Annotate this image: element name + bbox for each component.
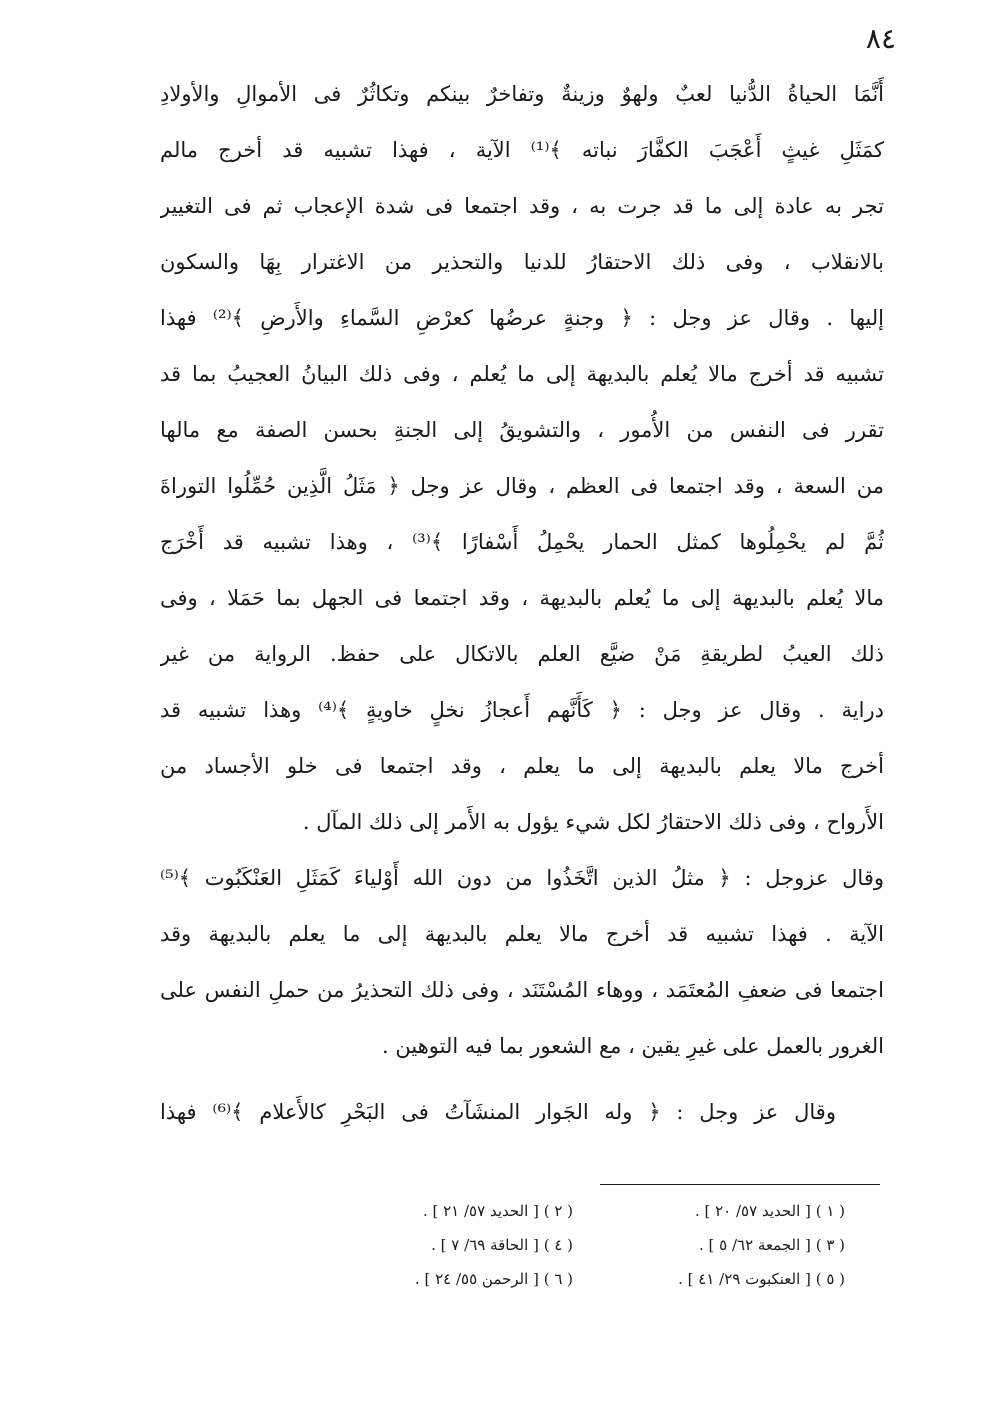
text-line: من السعة ، وقد اجتمعا فى العظم ، وقال عز وجل ﴿ مَثَلُ الَّذِين حُمِّلُوا التوراةَ (160, 474, 884, 498)
footnote-number: ( ٥ ) (815, 1270, 845, 1288)
footnote-reference: [ العنكبوت ٢٩/ ٤١ ] . (678, 1270, 811, 1288)
footnote (301, 1194, 573, 1228)
footnote-row (300, 1194, 845, 1228)
text-line: بالانقلاب ، وفى ذلك الاحتقارُ للدنيا والتحذير من الاغترار بِهَا والسكون (160, 250, 884, 274)
text-line: إليها . وقال عز وجل : ﴿ وجنةٍ عرضُها كعرْضِ السَّماءِ والأَرضِ ﴾⁽²⁾ فهذا (160, 306, 884, 330)
footnote-number: ( ١ ) (815, 1202, 845, 1220)
footnote (573, 1228, 845, 1262)
text-line: كمَثَلِ غيثٍ أَعْجَبَ الكفَّارَ نباته ﴾⁽¹⁾ الآية ، فهذا تشبيه قد أخرج مالم (160, 138, 884, 162)
text-line: الآية . فهذا تشبيه قد أخرج مالا يعلم بالبديهة إلى ما يعلم بالبديهة وقد (160, 922, 884, 946)
text-line: أخرج مالا يعلم بالبديهة إلى ما يعلم ، وقد اجتمعا فى خلو الأجساد من (160, 754, 884, 778)
footnote-reference: [ الحديد ٥٧/ ٢٠ ] . (694, 1202, 811, 1220)
text-line: الغرور بالعمل على غيرِ يقين ، مع الشعور بما فيه التوهين . (382, 1034, 884, 1058)
footnote-number: ( ٢ ) (543, 1202, 573, 1220)
text-line: تشبيه قد أخرج مالا يُعلم بالبديهة إلى ما يُعلم ، وفى ذلك البيانُ العجيبُ بما قد (160, 362, 884, 386)
text-line: دراية . وقال عز وجل : ﴿ كَأَنَّهم أَعجازُ نخلٍ خاويةٍ ﴾⁽⁴⁾ وهذا تشبيه قد (160, 698, 884, 722)
text-line: تقرر فى النفس من الأُمور ، والتشويقُ إلى الجنةِ بحسن الصفة مع مالها (160, 418, 884, 442)
text-line: وقال عز وجل : ﴿ وله الجَوار المنشَآتُ فى البَحْرِ كالأَعلام ﴾⁽⁶⁾ فهذا (160, 1100, 836, 1124)
footnote-reference: [ الحاقة ٦٩/ ٧ ] . (431, 1236, 539, 1254)
footnote-row (300, 1262, 845, 1296)
footnote (301, 1262, 573, 1296)
text-line: أَنَّمَا الحياةُ الدُّنيا لعبٌ ولهوٌ وزينةٌ وتفاخرٌ بينكم وتكاثُرٌ فى الأموالِ والأولادِ (160, 82, 884, 106)
text-line: وقال عزوجل : ﴿ مثلُ الذين اتَّخَذُوا من دون الله أَوْلياءَ كَمَثَلِ العَنْكَبُوت ﴾⁽⁵⁾ (160, 866, 884, 890)
footnote-number: ( ٦ ) (543, 1270, 573, 1288)
text-line: ذلك العيبُ لطريقةِ مَنْ ضيَّع العلم بالاتكال على حفظ. الرواية من غير (160, 642, 884, 666)
footnote-reference: [ الحديد ٥٧/ ٢١ ] . (422, 1202, 539, 1220)
footnote (573, 1194, 845, 1228)
footnote-number: ( ٣ ) (815, 1236, 845, 1254)
footnote-reference: [ الجمعة ٦٢/ ٥ ] . (698, 1236, 811, 1254)
footnote-number: ( ٤ ) (543, 1236, 573, 1254)
text-line: اجتمعا فى ضعفِ المُعتَمَد ، ووهاء المُسْتَنَد ، وفى ذلك التحذيرُ من حملِ النفس على (160, 978, 884, 1002)
text-line: ثُمَّ لم يحْمِلُوها كمثل الحمار يحْمِلُ أَسْفارًا ﴾⁽³⁾ ، وهذا تشبيه قد أَخْرَج (160, 530, 884, 554)
footnote-separator (600, 1184, 880, 1185)
footnote (573, 1262, 845, 1296)
text-line: الأَرواح ، وفى ذلك الاحتقارُ لكل شيء يؤول به الأَمر إلى ذلك المآل . (302, 810, 884, 834)
footnote-reference: [ الرحمن ٥٥/ ٢٤ ] . (414, 1270, 539, 1288)
footnotes (300, 1194, 845, 1296)
text-line: مالا يُعلم بالبديهة إلى ما يُعلم بالبديهة ، وقد اجتمعا فى الجهل بما حَمَلا ، وفى (160, 586, 884, 610)
footnote-row (300, 1228, 845, 1262)
body-text (160, 66, 884, 1140)
page-number: ٨٤ (865, 22, 896, 55)
footnote (301, 1228, 573, 1262)
text-line: تجر به عادة إلى ما قد جرت به ، وقد اجتمعا فى شدة الإعجاب ثم فى التغيير (160, 194, 884, 218)
